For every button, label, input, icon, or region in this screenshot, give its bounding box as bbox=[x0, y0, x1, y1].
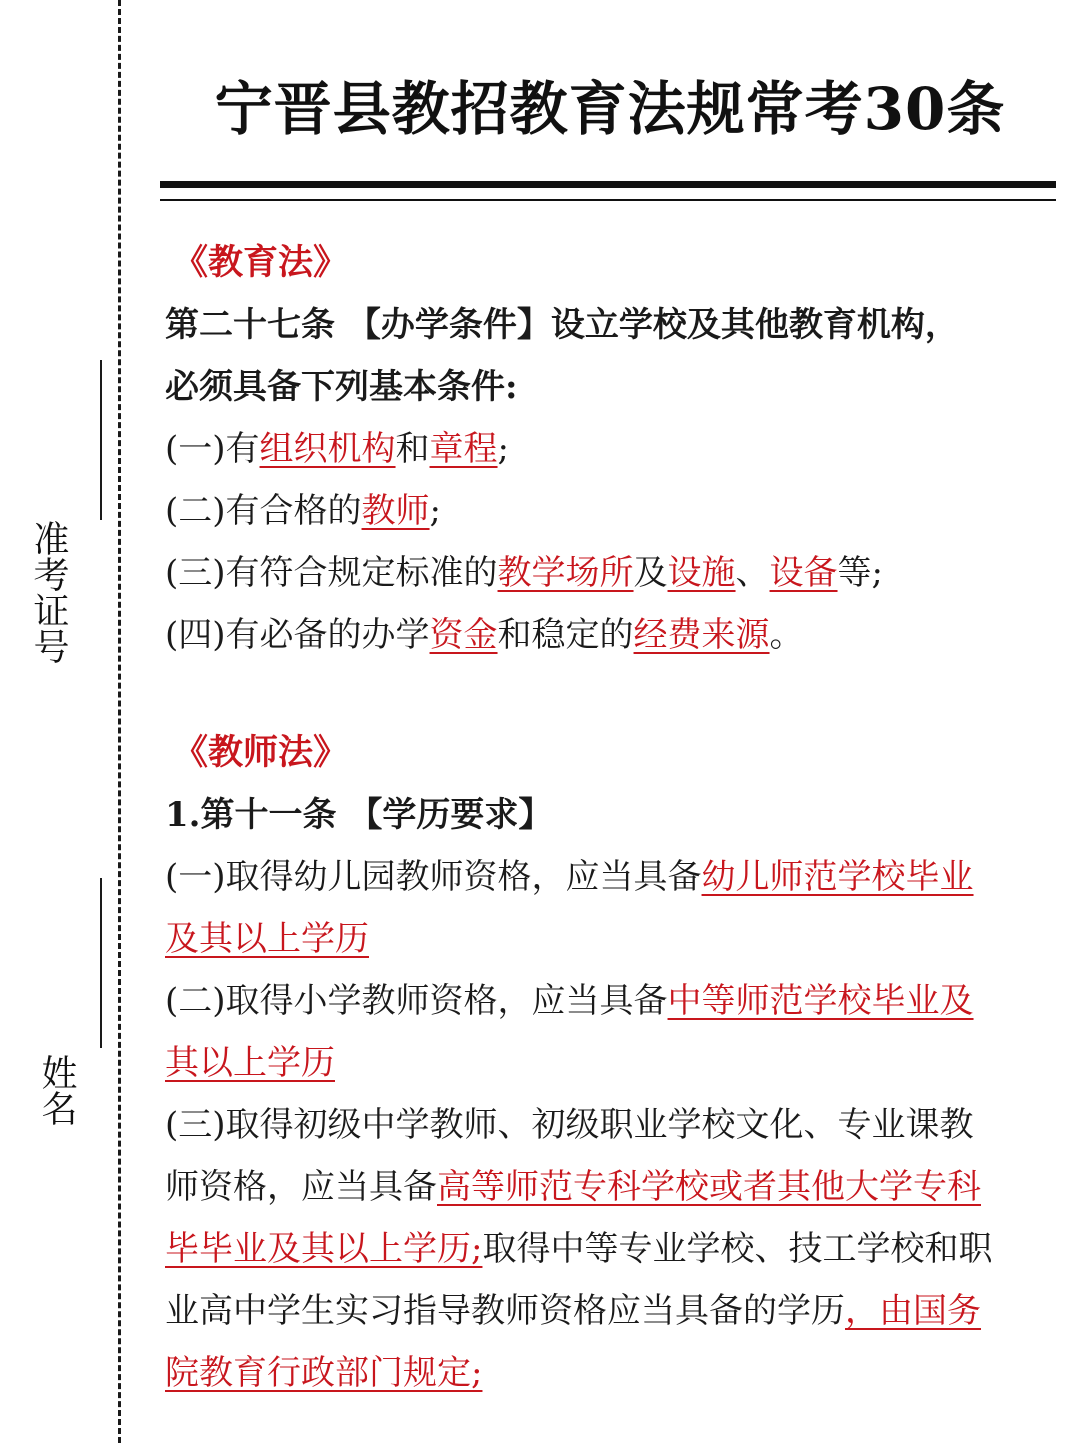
text-segment: 第二十七条 【办学条件】设立学校及其他教育机构， bbox=[165, 305, 959, 345]
text-segment: 等; bbox=[837, 553, 883, 593]
text-segment: (四)有必备的办学 bbox=[165, 615, 430, 655]
text-line bbox=[165, 1218, 1055, 1280]
key-term-highlight: 组织机构 bbox=[259, 429, 396, 469]
section-heading: 《教育法》 bbox=[173, 242, 349, 283]
key-term-highlight: 经费来源 bbox=[633, 615, 770, 655]
cut-line bbox=[118, 0, 121, 1443]
text-line bbox=[165, 908, 1055, 970]
text-line bbox=[165, 1156, 1055, 1218]
text-segment: 及 bbox=[633, 553, 668, 593]
text-segment: (一)取得幼儿园教师资格，应当具备 bbox=[165, 857, 702, 897]
text-line bbox=[165, 1342, 1055, 1404]
key-term-highlight: 章程 bbox=[429, 429, 498, 469]
key-term-highlight: 设施 bbox=[667, 553, 736, 593]
text-segment: 。 bbox=[769, 615, 804, 655]
key-term-highlight: 高等师范专科学校或者其他大学专科 bbox=[437, 1167, 981, 1207]
text-segment: 业高中学生实习指导教师资格应当具备的学历 bbox=[165, 1291, 845, 1331]
section-spacer bbox=[165, 666, 1055, 722]
title-rule-thick bbox=[160, 181, 1056, 188]
page-title: 宁晋县教招教育法规常考30条 bbox=[214, 75, 1006, 143]
exam-number-blank-line bbox=[100, 360, 102, 520]
text-line bbox=[165, 784, 1055, 846]
text-segment: 、 bbox=[735, 553, 770, 593]
title-rule-thin bbox=[160, 199, 1056, 201]
name-label: 姓名 bbox=[36, 1054, 77, 1126]
text-segment: 1.第十一条 【学历要求】 bbox=[165, 795, 553, 835]
text-line bbox=[165, 604, 1055, 666]
key-term-highlight: ，由国务 bbox=[845, 1291, 981, 1331]
text-segment: 必须具备下列基本条件: bbox=[165, 367, 518, 407]
key-term-highlight: 教师 bbox=[361, 491, 430, 531]
key-term-highlight: 幼儿师范学校毕业 bbox=[701, 857, 974, 897]
text-segment: (三)有符合规定标准的 bbox=[165, 553, 498, 593]
section-heading: 《教师法》 bbox=[173, 732, 349, 773]
key-term-highlight: 教学场所 bbox=[497, 553, 634, 593]
exam-margin-strip bbox=[0, 0, 160, 1443]
key-term-highlight: 中等师范学校毕业及 bbox=[667, 981, 974, 1021]
text-segment: (二)有合格的 bbox=[165, 491, 362, 531]
text-segment: 师资格，应当具备 bbox=[165, 1167, 437, 1207]
name-blank-line bbox=[100, 878, 102, 1048]
text-segment: 和 bbox=[395, 429, 430, 469]
key-term-highlight: 院教育行政部门规定; bbox=[165, 1353, 483, 1393]
text-line bbox=[165, 542, 1055, 604]
key-term-highlight: 其以上学历 bbox=[165, 1043, 335, 1083]
text-segment: (一)有 bbox=[165, 429, 260, 469]
text-line bbox=[165, 1032, 1055, 1094]
text-line bbox=[165, 970, 1055, 1032]
text-segment: (二)取得小学教师资格，应当具备 bbox=[165, 981, 668, 1021]
text-line bbox=[165, 418, 1055, 480]
text-line bbox=[165, 1094, 1055, 1156]
key-term-highlight: 毕毕业及其以上学历; bbox=[165, 1229, 483, 1269]
text-segment: 和稳定的 bbox=[497, 615, 634, 655]
text-segment: (三)取得初级中学教师、初级职业学校文化、专业课教 bbox=[165, 1105, 974, 1145]
text-line bbox=[165, 294, 1055, 356]
text-line bbox=[165, 1280, 1055, 1342]
exam-number-label: 准考证号 bbox=[28, 520, 69, 664]
text-segment: ; bbox=[497, 429, 509, 469]
text-line bbox=[165, 480, 1055, 542]
key-term-highlight: 资金 bbox=[429, 615, 498, 655]
document-body bbox=[165, 232, 1055, 1404]
text-line bbox=[165, 846, 1055, 908]
text-segment: 取得中等专业学校、技工学校和职 bbox=[482, 1229, 993, 1269]
key-term-highlight: 及其以上学历 bbox=[165, 919, 369, 959]
text-line bbox=[165, 356, 1055, 418]
text-segment: ; bbox=[429, 491, 441, 531]
key-term-highlight: 设备 bbox=[769, 553, 838, 593]
